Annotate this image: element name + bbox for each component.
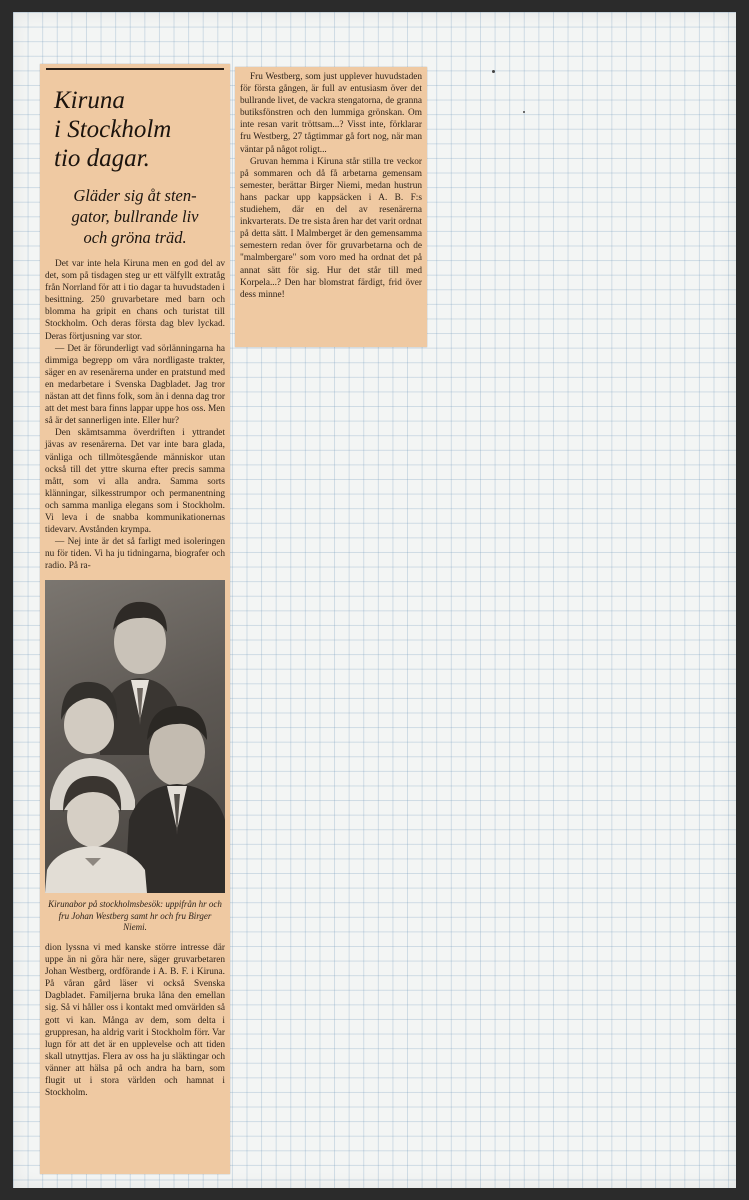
ledger-paper — [13, 12, 736, 1188]
article-paragraph: — Nej inte är det så farligt med isoleringen nu för tiden. Vi ha ju tidningarna, biografer och radio. På ra- — [45, 537, 225, 572]
subheadline-line: gator, bullrande liv — [71, 207, 199, 226]
headline-line: tio dagar. — [54, 145, 150, 172]
article-headline — [54, 86, 226, 173]
article-paragraph: Den skämtsamma överdriften i yttrandet jävas av resenärerna. Det var inte bara glada, vänliga och tillmötesgående människor utan också till det yttre skurna efter precis samma mått, som vi alla andra. Samma sorts klänningar, silkesstrumpor och permanentning och samma manliga elegans som i Stockholm. Vi leva i de snabba kommunikationernas tidevarv. Avstånden krympa. — [45, 428, 225, 536]
article-paragraph: Det var inte hela Kiruna men en god del av det, som på tisdagen steg ur ett välfyllt extratåg från Norrland för att i tio dagar ta huvudstaden i besittning. 250 gruvarbetare med barn och blomma ha gripit en chans och turistat till Stockholm. Och deras första dag blev lyckad. Deras förtjusning var stor. — [45, 259, 225, 342]
article-body-column-2 — [240, 71, 422, 301]
pencil-dot — [523, 111, 525, 113]
article-body-column-1 — [45, 258, 225, 572]
newspaper-clipping-continuation — [235, 67, 427, 347]
top-rule — [46, 68, 224, 70]
article-paragraph: Gruvan hemma i Kiruna står stilla tre veckor på sommaren och då få arbetarna gemensam semester, berättar Birger Niemi, medan hustrun hans packar upp kappsäcken i A. B. F:s studiehem, där en del av resenärerna inkvarterats. De tre sista åren har det varit ordnat på detta sätt. I Malmberget är den gemensamma semestern redan över för gruvarbetarna och de "malmbergare" som voro med ha ordnat det på annat sätt för sig. Hur det står till med Korpela...? Den har blomstrat färdigt, frid över dess minne! — [240, 156, 422, 300]
article-paragraph: dion lyssna vi med kanske större intresse där uppe än ni göra här nere, säger gruvarbetaren Johan Westberg, ordförande i A. B. F. i Kiruna. På våran gård läser vi också Svenska Dagbladet. Familjerna bruka låna den emellan sig. Så vi håller oss i kontakt med omvärlden så gott vi kan. Många av dem, som delta i gruppresan, ha aldrig varit i Stockholm förr. Var lugn för att det är en upplevelse och att tiden skall utnyttjas. Flera av oss ha ju släktingar och vänner att hälsa på och andra ha barn, som flugit ut i stora världen och hamnat i Stockholm. — [45, 942, 225, 1099]
headline-line: Kiruna — [54, 87, 125, 114]
photo-caption: Kirunabor på stockholmsbesök: uppifrån hr och fru Johan Westberg samt hr och fru Birger Niemi. — [48, 899, 222, 933]
article-paragraph: — Det är förunderligt vad sörlänningarna ha dimmiga begrepp om våra nordligaste trakter, säger en av resenärerna under en pratstund med en medarbetare i Svenska Dagbladet. Jag tror nästan att det finns folk, som än i denna dag tror att det mest bara finns lappar uppe hos oss. Men så är det sannerligen inte. Eller hur? — [45, 343, 225, 427]
pencil-dot — [492, 70, 495, 73]
group-portrait-photo — [45, 580, 225, 893]
subheadline-line: och gröna träd. — [83, 228, 187, 247]
portrait-drawing — [45, 580, 225, 893]
subheadline-line: Gläder sig åt sten- — [73, 186, 197, 205]
article-body-column-1-continued — [45, 942, 225, 1099]
article-subheadline — [44, 185, 226, 248]
headline-line: i Stockholm — [54, 116, 172, 143]
article-paragraph: Fru Westberg, som just upplever huvudstaden för första gången, är full av entusiasm över det bullrande livet, de vackra stengatorna, de granna butiksfönstren och den lummiga grönskan. Om inte resan varit tröttsam...? Visst inte, förklarar fru Westberg, 27 tågtimmar gå fort nog, när man väntar på något roligt... — [240, 72, 422, 155]
newspaper-clipping-main — [40, 64, 230, 1174]
